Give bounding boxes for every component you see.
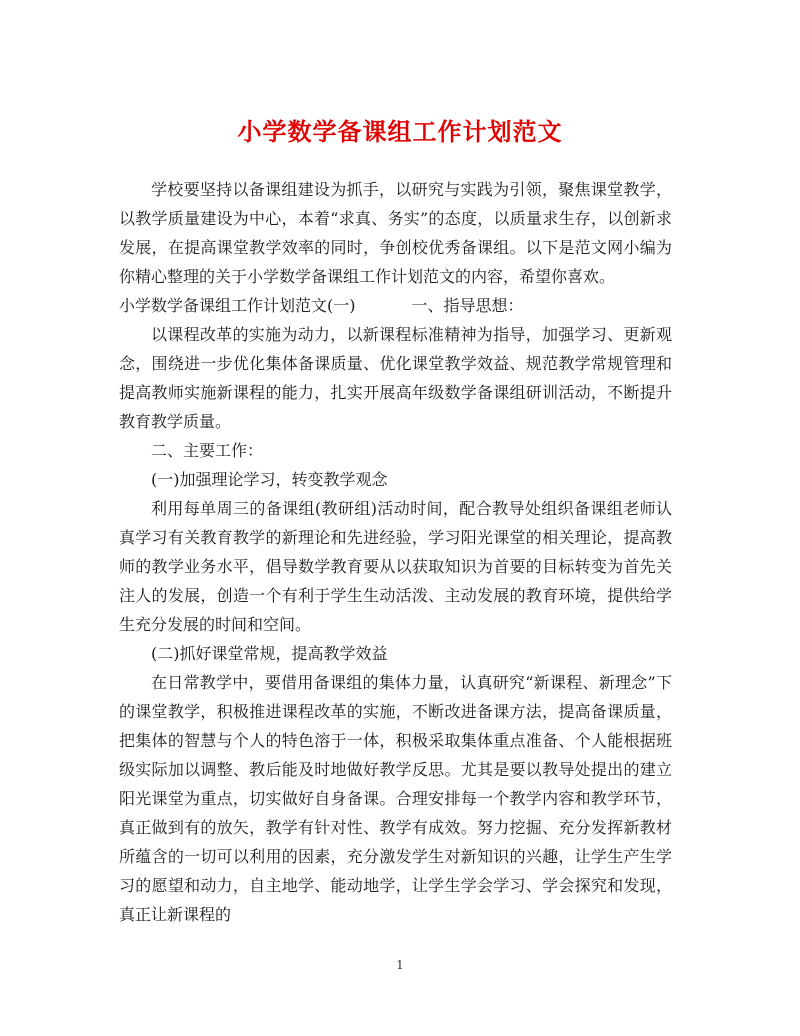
classroom-routine-paragraph: 在日常教学中，要借用备课组的集体力量，认真研究“新课程、新理念”下的课堂教学，积极推进课程改革的实施，不断改进备课方法，提高备课质量，把集体的智慧与个人的特色溶于一体，积极采取集体重点准备、个人能根据班级实际加以调整、教后能及时地做好教学反思。尤其是要以教导处提出的建立阳光课堂为重点，切实做好自身备课。合理安排每一个教学内容和教学环节，真正做到有的放矢，教学有针对性、教学有成效。努力挖掘、充分发挥新教材所蕴含的一切可以利用的因素，充分激发学生对新知识的兴趣，让学生产生学习的愿望和动力，自主地学、能动地学，让学生学会学习、学会探究和发现，真正让新课程的: [119, 673, 672, 924]
section-heading-line: [119, 291, 672, 320]
document-body: [119, 175, 672, 929]
intro-paragraph: 学校要坚持以备课组建设为抓手，以研究与实践为引领，聚焦课堂教学，以教学质量建设为中心，本着“求真、务实”的态度，以质量求生存，以创新求发展，在提高课堂教学效率的同时，争创校优秀备课组。以下是范文网小编为你精心整理的关于小学数学备课组工作计划范文的内容，希望你喜欢。: [119, 180, 672, 286]
section-heading-subtitle: 一、指导思想：: [411, 296, 524, 315]
guiding-thought-paragraph: 以课程改革的实施为动力，以新课程标准精神为指导，加强学习、更新观念，围绕进一步优化集体备课质量、优化课堂教学效益、规范教学常规管理和提高教师实施新课程的能力，扎实开展高年级数学备课组研训活动，不断提升教育教学质量。: [119, 325, 672, 431]
subheading-theory-study: (一)加强理论学习，转变教学观念: [151, 470, 388, 489]
section-heading-title: 小学数学备课组工作计划范文(一): [119, 296, 356, 315]
main-work-heading: 二、主要工作：: [151, 441, 264, 460]
page-number: 1: [396, 958, 404, 972]
subheading-classroom-routine: (二)抓好课堂常规，提高教学效益: [151, 644, 388, 663]
theory-study-paragraph: 利用每单周三的备课组(教研组)活动时间，配合教导处组织备课组老师认真学习有关教育教学的新理论和先进经验，学习阳光课堂的相关理论，提高教师的教学业务水平，倡导数学教育要从以获取知识为首要的目标转变为首先关注人的发展，创造一个有利于学生生动活泼、主动发展的教育环境，提供给学生充分发展的时间和空间。: [119, 499, 672, 634]
document-title: 小学数学备课组工作计划范文: [237, 117, 563, 146]
